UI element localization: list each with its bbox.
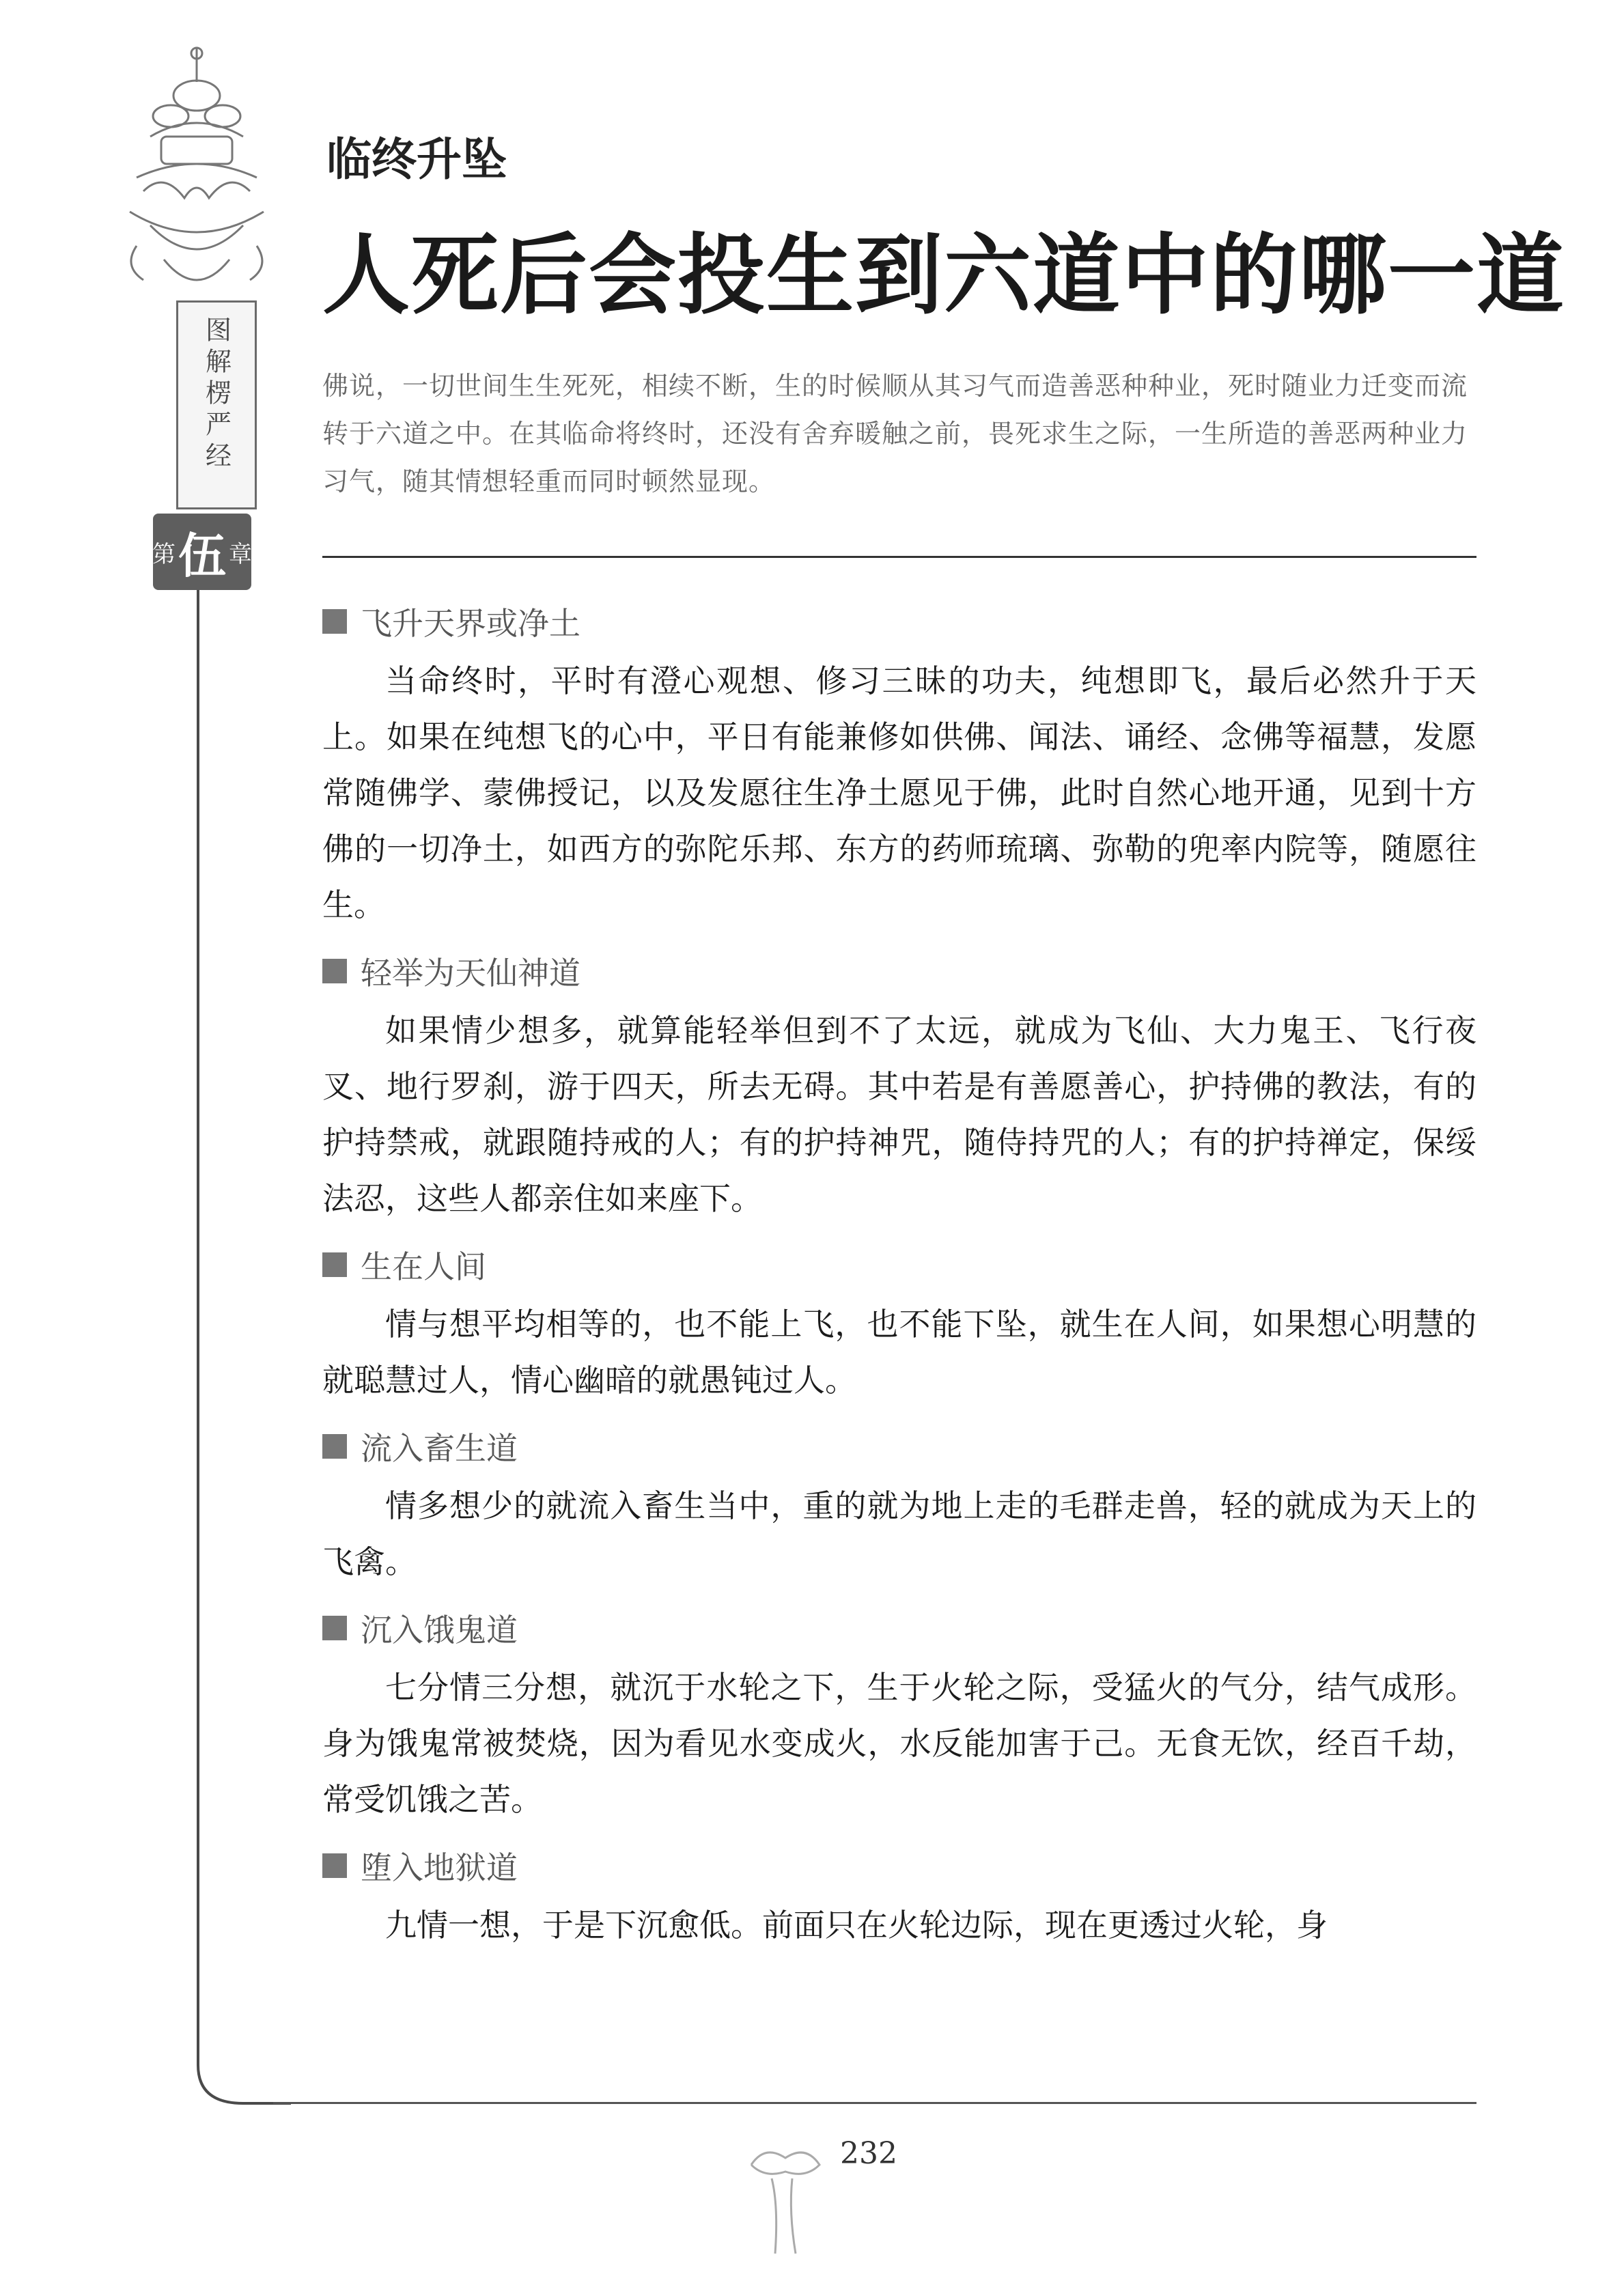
section-heading-text: 沉入饿鬼道 <box>361 1612 518 1649</box>
sidebar-line <box>197 590 199 2065</box>
intro-paragraph: 佛说，一切世间生生死死，相续不断，生的时候顺从其习气而造善恶种种业，死时随业力迁变而流转于六道之中。在其临命将终时，还没有舍弃暖触之前，畏死求生之际，一生所造的善恶两种业力习气，随其情想轻重而同时顿然显现。 <box>322 371 1468 496</box>
section-body: 当命终时，平时有澄心观想、修习三昧的功夫，纯想即飞，最后必然升于天上。如果在纯想飞的心中，平日有能兼修如供佛、闻法、诵经、念佛等福慧，发愿常随佛学、蒙佛授记，以及发愿往生净土愿见于佛，此时自然心地开通，见到十方佛的一切净土，如西方的弥陀乐邦、东方的药师琉璃、弥勒的兜率内院等，随愿往生。 <box>322 662 1476 923</box>
chapter-tab <box>153 514 251 590</box>
section-heading <box>322 1426 1476 1467</box>
corner-curve <box>195 2049 291 2110</box>
chapter-number: 伍 <box>178 527 226 584</box>
section-heading <box>322 1845 1476 1886</box>
square-bullet-icon <box>322 1434 347 1459</box>
section-body: 情多想少的就流入畜生当中，重的就为地上走的毛群走兽，轻的就成为天上的飞禽。 <box>322 1487 1476 1580</box>
square-bullet-icon <box>322 1252 347 1277</box>
square-bullet-icon <box>322 1853 347 1878</box>
square-bullet-icon <box>322 609 347 634</box>
section-body: 九情一想，于是下沉愈低。前面只在火轮边际，现在更透过火轮，身 <box>385 1907 1328 1944</box>
section-heading-text: 轻举为天仙神道 <box>361 955 580 992</box>
chapter-suffix: 章 <box>229 540 252 568</box>
cloud-ornament-icon <box>744 2137 826 2260</box>
section-heading-text: 飞升天界或净土 <box>361 605 580 642</box>
footer-divider <box>273 2102 1476 2104</box>
section-label: 临终升坠 <box>326 133 507 186</box>
section-heading-text: 流入畜生道 <box>361 1430 518 1467</box>
chapter-prefix: 第 <box>152 540 176 568</box>
section-body: 情与想平均相等的，也不能上飞，也不能下坠，就生在人间，如果想心明慧的就聪慧过人，情心幽暗的就愚钝过人。 <box>322 1306 1476 1399</box>
section-heading-text: 堕入地狱道 <box>361 1849 518 1886</box>
section-body: 如果情少想多，就算能轻举但到不了太远，就成为飞仙、大力鬼王、飞行夜叉、地行罗刹，游于四天，所去无碍。其中若是有善愿善心，护持佛的教法，有的护持禁戒，就跟随持戒的人；有的护持神咒，随侍持咒的人；有的护持禅定，保绥法忍，这些人都亲住如来座下。 <box>322 1012 1476 1217</box>
header-divider <box>322 556 1476 558</box>
main-content <box>322 601 1476 1971</box>
section-body: 七分情三分想，就沉于水轮之下，生于火轮之际，受猛火的气分，结气成形。身为饿鬼常被焚烧，因为看见水变成火，水反能加害于己。无食无饮，经百千劫，常受饥饿之苦。 <box>322 1669 1476 1818</box>
page-title: 人死后会投生到六道中的哪一道 <box>322 225 1566 326</box>
section-heading <box>322 951 1476 992</box>
section-heading <box>322 1244 1476 1285</box>
page-number: 232 <box>840 2136 897 2171</box>
section-heading <box>322 1608 1476 1649</box>
book-title-box <box>176 300 257 509</box>
square-bullet-icon <box>322 1616 347 1640</box>
section-heading <box>322 601 1476 642</box>
book-title: 图解楞严经 <box>201 316 232 473</box>
lotus-ornament-icon <box>96 41 266 314</box>
square-bullet-icon <box>322 959 347 983</box>
section-heading-text: 生在人间 <box>361 1248 486 1285</box>
